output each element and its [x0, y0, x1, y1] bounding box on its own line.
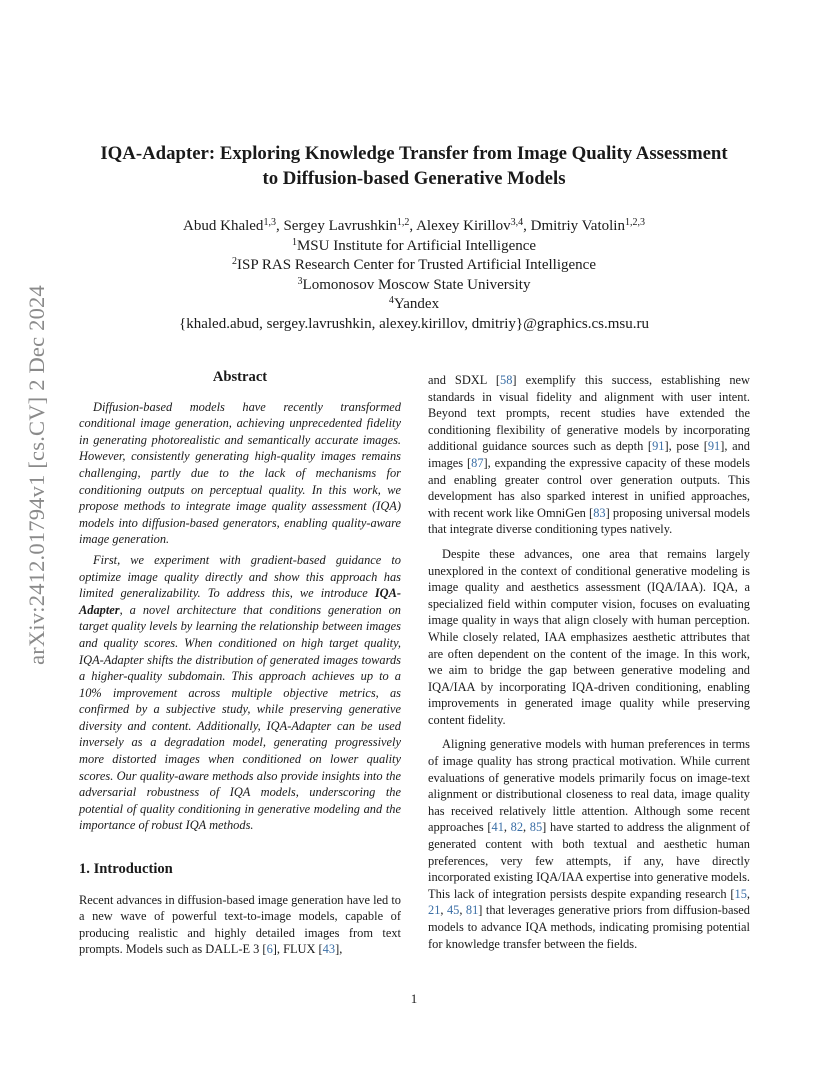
body-text: ] exemplify this success, establishing new standards in visual fidelity and alignment with user intent. Beyond text prompts, recent studies have extended the conditioning flexibility of generative models by incorporating additional guidance sources such as depth [: [428, 373, 750, 454]
body-text: and SDXL [: [428, 373, 501, 387]
abstract-heading: Abstract: [212, 369, 268, 385]
body-text: ], expanding the expressive capacity of these models and enabling greater control over generation outputs. This development has also sparked interest in unified approaches, with recent work like OmniGen [: [428, 455, 750, 520]
author-affiliation-mark: 1,3: [263, 217, 276, 228]
right-column: [428, 372, 750, 960]
body-text: ,: [503, 820, 511, 835]
citation-link[interactable]: 21: [428, 903, 441, 918]
affiliation-name: Lomonosov Moscow State University: [302, 276, 531, 293]
title-line-1: IQA-Adapter: Exploring Knowledge Transfer from Image Quality Assessment: [100, 143, 728, 164]
citation-link[interactable]: 81: [465, 903, 479, 918]
affiliation: [0, 237, 828, 257]
affiliation-mark: 3: [297, 275, 303, 287]
intro-paragraph-1: [79, 892, 401, 958]
body-text: ] that leverages generative priors from diffusion-based models to advance IQA methods, indicating promising potential for knowledge transfer between the fields.: [428, 903, 750, 951]
citation-link[interactable]: 82: [510, 820, 524, 835]
author-block: [0, 217, 828, 334]
citation-link[interactable]: 83: [593, 505, 606, 520]
author-name: , Alexey Kirillov: [409, 218, 511, 234]
author-name: , Sergey Lavrushkin: [275, 218, 397, 234]
body-text: Recent advances in diffusion-based image generation have led to a new wave of powerful text-to-image models, capable of producing realistic and highly detailed images from text prompts. Models such as DALL-E 3 [: [79, 892, 401, 957]
body-text: ,: [440, 903, 447, 918]
title-line-2: to Diffusion-based Generative Models: [262, 168, 566, 189]
left-column: [79, 369, 401, 966]
body-text: ] proposing universal models that integrate diverse conditioning types natively.: [428, 505, 750, 537]
body-text: ],: [335, 942, 343, 957]
body-text: ] have started to address the alignment of generated content with both textual and aesthetic human preferences, very few attempts, if any, have directly incorporated existing IQA/IAA expertise into generative models. This lack of integration persists despite expanding research [: [428, 820, 751, 901]
body-text: ,: [746, 886, 750, 901]
citation-link[interactable]: 15: [734, 886, 747, 901]
abstract-paragraph-2: [79, 552, 401, 834]
body-text: ,: [459, 903, 466, 918]
intro-paragraph-2: [428, 372, 750, 538]
citation-link[interactable]: 91: [652, 439, 665, 454]
author-list: [0, 217, 828, 237]
body-text: ], and images [: [428, 439, 750, 470]
citation-link[interactable]: 41: [491, 820, 504, 835]
intro-paragraph-3: Despite these advances, one area that remains largely unexplored in the context of conditional generative modeling is image quality and aesthetics assessment (IQA/IAA). IQA, a specialized field within computer vision, focuses on evaluating image quality in ways that align closely with human perception. While closely related, IAA emphasizes aesthetic attributes that are often dependent on the content of the image. In this work, we aim to bridge the gap between generative modeling and IQA/IAA by incorporating IQA-driven conditioning, enabling improvements in generated image quality while preserving content fidelity.: [428, 546, 750, 727]
author-affiliation-mark: 1,2: [396, 217, 410, 228]
paper-title: [0, 141, 828, 191]
page-number: 1: [410, 991, 418, 1006]
arxiv-identifier: arXiv:2412.01794v1 [cs.CV] 2 Dec 2024: [24, 285, 49, 665]
section-heading-introduction: 1. Introduction: [79, 861, 173, 878]
author-emails: {khaled.abud, sergey.lavrushkin, alexey.kirillov, dmitriy}@graphics.cs.msu.ru: [179, 315, 649, 332]
citation-link[interactable]: 43: [322, 942, 336, 957]
affiliation-mark: 1: [291, 236, 297, 248]
intro-paragraph-4: [428, 736, 750, 952]
affiliation-mark: 4: [388, 295, 394, 306]
abstract-text: First, we experiment with gradient-based guidance to optimize image quality directly and show this approach has limited generalizability. To address this, we introduce: [79, 552, 401, 601]
citation-link[interactable]: 85: [529, 820, 543, 835]
abstract-text: , a novel architecture that conditions generation on target quality levels by learning the relationship between images and quality scores. When conditioned on high target quality, IQA-Adapter shifts the distribution of generated images towards a higher-quality subdomain. This approach achieves up to a 10% improvement across multiple objective metrics, as confirmed by a subjective study, while preserving generative diversity and content. Additionally, IQA-Adapter can be used inversely as a degradation model, generating progressively more distorted images when conditioned on lower quality scores. Our quality-aware methods also provide insights into the adversarial robustness of IQA models, underscoring the potential of quality conditioning in generative modeling and the importance of robust IQA methods.: [79, 602, 401, 833]
citation-link[interactable]: 91: [707, 439, 721, 454]
author-name: Abud Khaled: [183, 218, 264, 234]
affiliation: [0, 295, 828, 315]
author-name: , Dmitriy Vatolin: [523, 218, 625, 234]
affiliation: [0, 276, 828, 296]
affiliation: [0, 256, 828, 276]
body-text: ], pose [: [664, 439, 708, 454]
citation-link[interactable]: 45: [446, 903, 460, 918]
affiliation-name: MSU Institute for Artificial Intelligence: [296, 237, 537, 254]
abstract-paragraph-1: Diffusion-based models have recently transformed conditional image generation, achieving unprecedented fidelity in generating photorealistic and semantically accurate images. However, consistently generating high-quality images remains challenging, partly due to the lack of mechanisms for conditioning outputs on perceptual quality. In this work, we propose methods to integrate image quality assessment (IQA) models into diffusion-based generators, enabling quality-aware image generation.: [79, 399, 401, 547]
citation-link[interactable]: 6: [266, 942, 273, 957]
method-name: IQA-Adapter: [79, 586, 401, 617]
affiliation-mark: 2: [232, 256, 238, 267]
body-text: ,: [523, 820, 530, 835]
affiliation-name: Yandex: [393, 296, 440, 312]
citation-link[interactable]: 58: [500, 373, 513, 387]
body-text: Aligning generative models with human preferences in terms of image quality has strong practical motivation. While current evaluations of generative models primarily focus on image-text alignment or distributional closeness to real data, image quality has received relatively little attention. Although some recent approaches [: [428, 737, 750, 835]
author-affiliation-mark: 3,4: [510, 217, 524, 228]
author-affiliation-mark: 1,2,3: [624, 217, 645, 228]
affiliation-name: ISP RAS Research Center for Trusted Artificial Intelligence: [237, 257, 596, 273]
citation-link[interactable]: 87: [471, 455, 484, 470]
body-text: ], FLUX [: [272, 942, 323, 957]
